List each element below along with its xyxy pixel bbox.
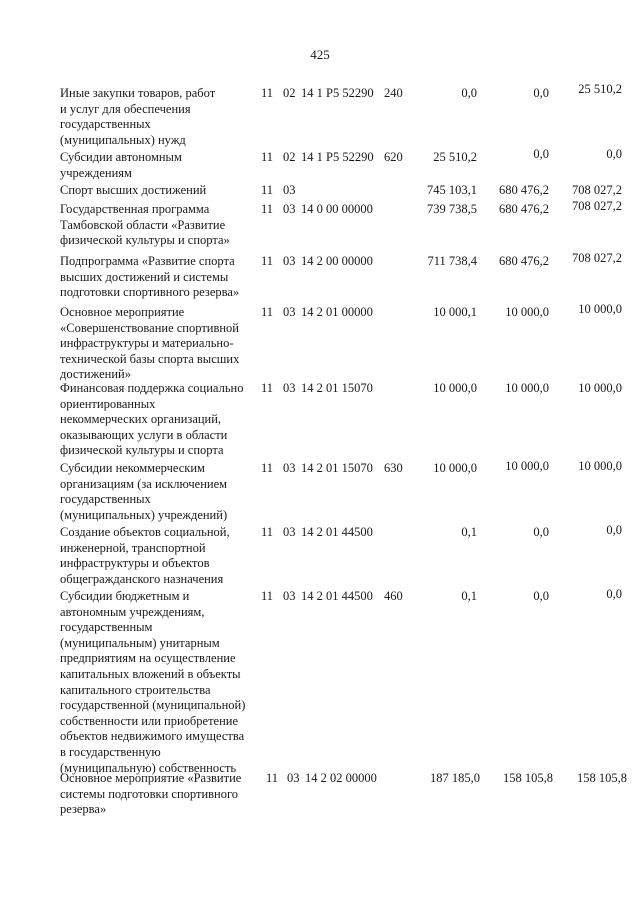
row-pr: 02 xyxy=(283,150,296,164)
row-value-2: 0,0 xyxy=(533,525,549,539)
row-name: Подпрограмма «Развитие спорта высших достижений и системы подготовки спортивного резерва» xyxy=(60,254,240,300)
row-name: Создание объектов социальной, инженерной, транспортной инфраструктуры и объектов общегражданского назначения xyxy=(60,525,230,586)
row-value-2: 680 476,2 xyxy=(499,202,549,216)
row-name: Спорт высших достижений xyxy=(60,183,207,197)
row-value-2: 158 105,8 xyxy=(503,771,553,785)
row-value-2: 0,0 xyxy=(533,589,549,603)
row-name: Субсидии бюджетным и автономным учреждениям, государственным (муниципальным) унитарным предприятиям на осуществление капитальных вложений в объекты капитального строительства государственной (муниципальной) собственности или приобретение объектов недвижимого имущества в государственную (муниципальную) собственность xyxy=(60,589,246,775)
row-value-1: 739 738,5 xyxy=(427,202,477,216)
row-value-2: 680 476,2 xyxy=(499,254,549,268)
row-value-2: 0,0 xyxy=(533,147,549,161)
row-value-2: 10 000,0 xyxy=(505,459,549,473)
row-pr: 03 xyxy=(283,254,296,268)
row-value-2: 10 000,0 xyxy=(505,305,549,319)
row-pr: 03 xyxy=(283,381,296,395)
row-rz: 11 xyxy=(261,202,274,216)
row-name: Основное мероприятие «Совершенствование спортивной инфраструктуры и материально- технической базы спорта высших достижений» xyxy=(60,305,240,382)
row-value-1: 745 103,1 xyxy=(427,183,477,197)
row-value-3: 158 105,8 xyxy=(577,771,627,785)
row-rz: 11 xyxy=(261,589,274,603)
row-csr: 14 2 01 00000 xyxy=(301,305,373,319)
row-pr: 03 xyxy=(283,202,296,216)
row-value-3: 25 510,2 xyxy=(578,82,622,96)
row-vr: 460 xyxy=(384,589,403,603)
row-rz: 11 xyxy=(266,771,279,785)
row-csr: 14 1 Р5 52290 xyxy=(301,86,374,100)
row-value-1: 187 185,0 xyxy=(430,771,480,785)
row-value-1: 0,1 xyxy=(461,589,477,603)
row-rz: 11 xyxy=(261,150,274,164)
row-name: Финансовая поддержка социально ориентированных некоммерческих организаций, оказывающих услуги в области физической культуры и спорта xyxy=(60,381,244,458)
row-value-3: 0,0 xyxy=(606,147,622,161)
row-csr: 14 2 01 15070 xyxy=(301,381,373,395)
row-value-3: 708 027,2 xyxy=(572,251,622,265)
row-value-3: 0,0 xyxy=(606,587,622,601)
row-csr: 14 1 Р5 52290 xyxy=(301,150,374,164)
row-value-1: 10 000,0 xyxy=(433,461,477,475)
row-csr: 14 2 01 15070 xyxy=(301,461,373,475)
row-vr: 630 xyxy=(384,461,403,475)
row-value-1: 0,0 xyxy=(461,86,477,100)
row-value-3: 708 027,2 xyxy=(572,199,622,213)
row-value-1: 0,1 xyxy=(461,525,477,539)
row-csr: 14 0 00 00000 xyxy=(301,202,373,216)
row-csr: 14 2 00 00000 xyxy=(301,254,373,268)
row-vr: 240 xyxy=(384,86,403,100)
page-number: 425 xyxy=(310,47,330,62)
row-value-3: 0,0 xyxy=(606,523,622,537)
row-value-3: 10 000,0 xyxy=(578,459,622,473)
row-rz: 11 xyxy=(261,254,274,268)
row-value-3: 708 027,2 xyxy=(572,183,622,197)
row-csr: 14 2 01 44500 xyxy=(301,525,373,539)
row-value-1: 711 738,4 xyxy=(427,254,477,268)
row-name: Основное мероприятие «Развитие системы подготовки спортивного резерва» xyxy=(60,771,242,817)
row-value-1: 25 510,2 xyxy=(433,150,477,164)
row-value-3: 10 000,0 xyxy=(578,381,622,395)
row-pr: 03 xyxy=(283,305,296,319)
row-pr: 03 xyxy=(283,461,296,475)
row-value-2: 0,0 xyxy=(533,86,549,100)
row-pr: 03 xyxy=(283,183,296,197)
row-value-2: 10 000,0 xyxy=(505,381,549,395)
row-rz: 11 xyxy=(261,461,274,475)
row-rz: 11 xyxy=(261,183,274,197)
row-value-1: 10 000,1 xyxy=(433,305,477,319)
row-rz: 11 xyxy=(261,525,274,539)
row-csr: 14 2 02 00000 xyxy=(305,771,377,785)
row-name: Иные закупки товаров, работ и услуг для обеспечения государственных (муниципальных) нужд xyxy=(60,86,216,147)
row-rz: 11 xyxy=(261,305,274,319)
row-name: Субсидии некоммерческим организациям (за исключением государственных (муниципальных) учреждений) xyxy=(60,461,228,522)
row-pr: 03 xyxy=(283,525,296,539)
row-value-1: 10 000,0 xyxy=(433,381,477,395)
row-pr: 02 xyxy=(283,86,296,100)
row-rz: 11 xyxy=(261,86,274,100)
row-value-2: 680 476,2 xyxy=(499,183,549,197)
row-value-3: 10 000,0 xyxy=(578,302,622,316)
row-name: Субсидии автономным учреждениям xyxy=(60,150,182,180)
row-pr: 03 xyxy=(287,771,300,785)
row-csr: 14 2 01 44500 xyxy=(301,589,373,603)
row-rz: 11 xyxy=(261,381,274,395)
row-pr: 03 xyxy=(283,589,296,603)
row-vr: 620 xyxy=(384,150,403,164)
row-name: Государственная программа Тамбовской области «Развитие физической культуры и спорта» xyxy=(60,202,230,248)
